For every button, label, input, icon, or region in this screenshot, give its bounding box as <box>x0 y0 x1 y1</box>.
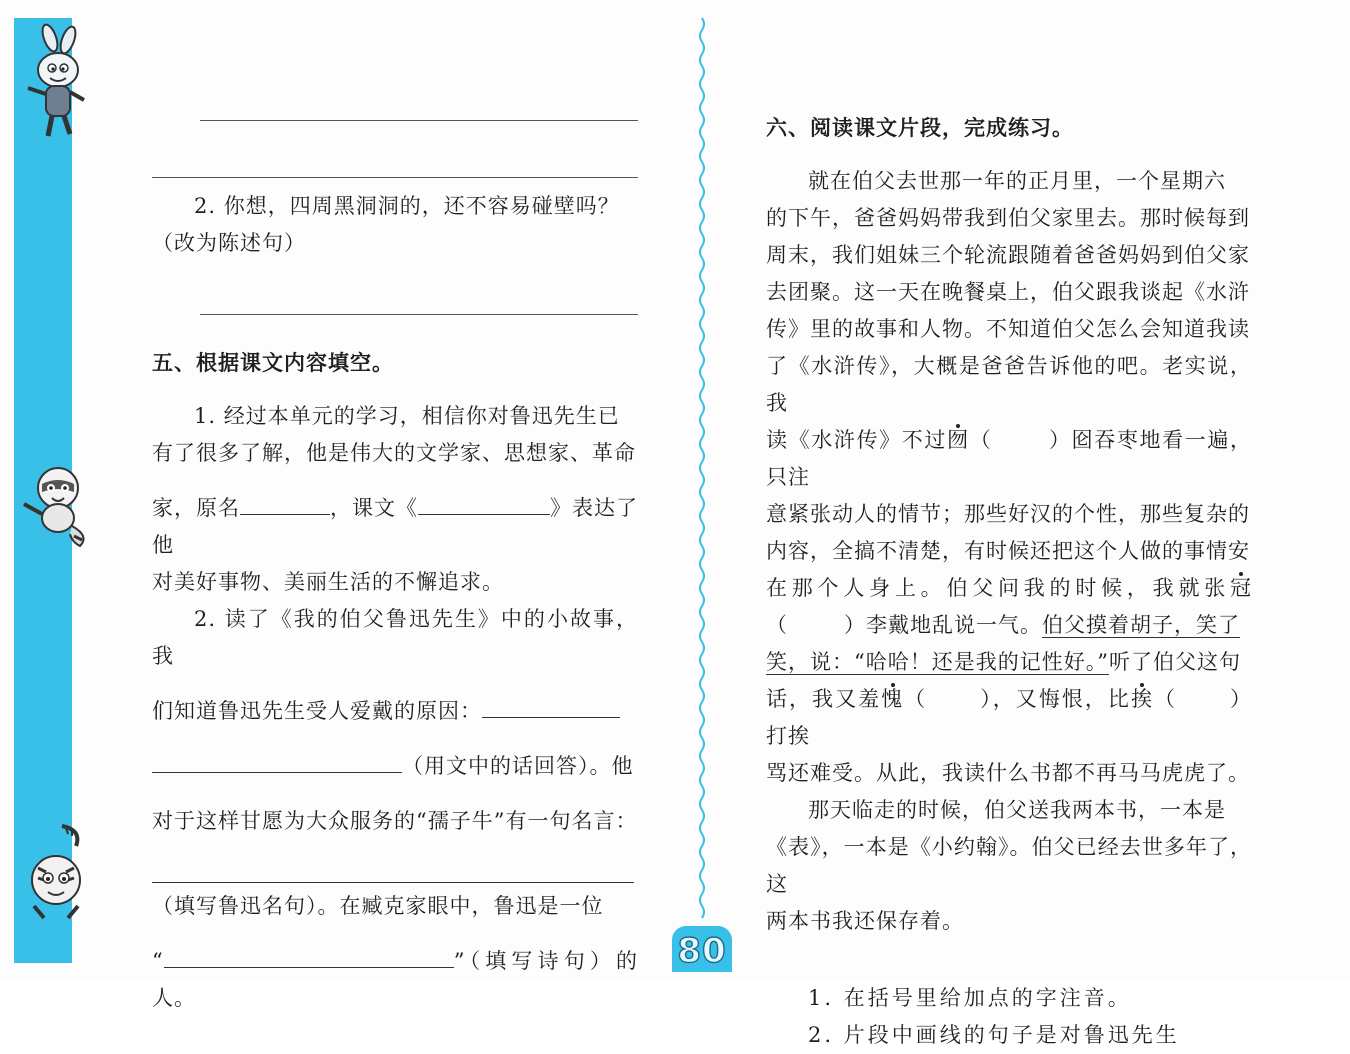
exercise-2: 2. 片段中画线的句子是对鲁迅先生 <box>808 1023 1180 1047</box>
quote-blank[interactable] <box>152 865 634 883</box>
passage-line: 去团聚。这一天在晚餐桌上，伯父跟我谈起《水浒 <box>766 280 1250 304</box>
section-5-item-2 <box>152 601 638 1017</box>
passage-line: 两本书我还保存着。 <box>766 909 964 933</box>
tiger-mascot-icon <box>14 822 94 922</box>
page-number: 80 <box>677 931 727 971</box>
underlined-sentence: 笑，说：“哈哈！还是我的记性好。” <box>766 650 1109 674</box>
section-5-item-1 <box>152 398 638 601</box>
item-2-line: 们知道鲁迅先生受人爱戴的原因： <box>152 693 638 730</box>
passage-line: 《表》，一本是《小约翰》。伯父已经去世多年了，这 <box>766 835 1252 896</box>
section-6-title: 六、阅读课文片段，完成练习。 <box>766 116 1074 140</box>
dotted-char: 囫 <box>947 428 970 452</box>
question-2-note: （改为陈述句） <box>152 231 306 255</box>
passage-line: 意紧张动人的情节；那些好汉的个性，那些复杂的 <box>766 502 1250 526</box>
item-1-line: 对美好事物、美丽生活的不懈追求。 <box>152 570 504 594</box>
passage-line: 了《水浒传》，大概是爸爸告诉他的吧。老实说，我 <box>766 354 1252 415</box>
exercises <box>766 980 1252 1054</box>
answer-line[interactable] <box>152 177 638 178</box>
item-1-line: 1. 经过本单元的学习，相信你对鲁迅先生已 <box>194 404 620 428</box>
passage-line: 笑，说：“哈哈！还是我的记性好。”听了伯父这句 <box>766 650 1241 674</box>
underlined-sentence: 伯父摸着胡子，笑了 <box>1042 613 1240 637</box>
passage-line: 周末，我们姐妹三个轮流跟随着爸爸妈妈到伯父家 <box>766 243 1250 267</box>
item-1-fill-line: 家，原名 ，课文《 》表达了他 <box>152 490 638 564</box>
exercise-1: 1. 在括号里给加点的字注音。 <box>808 986 1132 1010</box>
answer-line[interactable] <box>200 314 638 315</box>
right-column <box>766 110 1252 1054</box>
rabbit-mascot-icon <box>14 26 94 144</box>
reason-blank-continued[interactable] <box>152 751 402 773</box>
passage-line: 传》里的故事和人物。不知道伯父怎么会知道我读 <box>766 317 1250 341</box>
passage-line: （ ）李戴地乱说一气。伯父摸着胡子，笑了 <box>766 613 1240 637</box>
item-2-line: “ ”（填写诗句）的人。 <box>152 943 638 1017</box>
lesson-title-blank[interactable] <box>418 493 550 515</box>
passage-line: 骂还难受。从此，我读什么书都不再马马虎虎了。 <box>766 761 1250 785</box>
item-1-line: 有了很多了解，他是伟大的文学家、思想家、革命 <box>152 441 636 465</box>
left-column <box>152 100 638 1017</box>
spine-divider <box>697 18 707 923</box>
passage-line: 的下午，爸爸妈妈带我到伯父家里去。那时候每到 <box>766 206 1250 230</box>
section-5-title: 五、根据课文内容填空。 <box>152 351 394 375</box>
passage-line: 话，我又羞愧（ ），又悔恨，比挨（ ）打挨 <box>766 687 1253 748</box>
passage-line: 那天临走的时候，伯父送我两本书，一本是 <box>808 798 1226 822</box>
raccoon-mascot-icon <box>14 456 94 552</box>
poem-line-blank[interactable] <box>164 946 454 968</box>
reason-blank[interactable] <box>482 696 620 718</box>
reading-passage <box>766 163 1252 940</box>
original-name-blank[interactable] <box>240 493 330 515</box>
dotted-char: 愧 <box>881 687 905 711</box>
quote-blank-row <box>152 858 638 878</box>
passage-line: 内容，全搞不清楚，有时候还把这个人做的事情安 <box>766 539 1250 563</box>
item-2-line: （用文中的话回答）。他 <box>152 748 638 785</box>
question-2 <box>152 188 638 262</box>
page-number-tab <box>672 926 732 972</box>
passage-line: 在那个人身上。伯父问我的时候，我就张冠 <box>766 576 1252 600</box>
item-2-line: 2. 读了《我的伯父鲁迅先生》中的小故事，我 <box>152 607 638 668</box>
passage-line: 就在伯父去世那一年的正月里，一个星期六 <box>808 169 1226 193</box>
item-2-line: （填写鲁迅名句）。在臧克家眼中，鲁迅是一位 <box>152 894 604 918</box>
item-2-line: 对于这样甘愿为大众服务的“孺子牛”有一句名言： <box>152 809 638 833</box>
dotted-char: 冠 <box>1230 576 1252 600</box>
passage-line: 读《水浒传》不过囫（ ）囵吞枣地看一遍，只注 <box>766 428 1253 489</box>
dotted-char: 挨 <box>1130 687 1154 711</box>
answer-line[interactable] <box>200 120 638 121</box>
question-2-text: 2. 你想，四周黑洞洞的，还不容易碰壁吗？ <box>194 194 620 218</box>
